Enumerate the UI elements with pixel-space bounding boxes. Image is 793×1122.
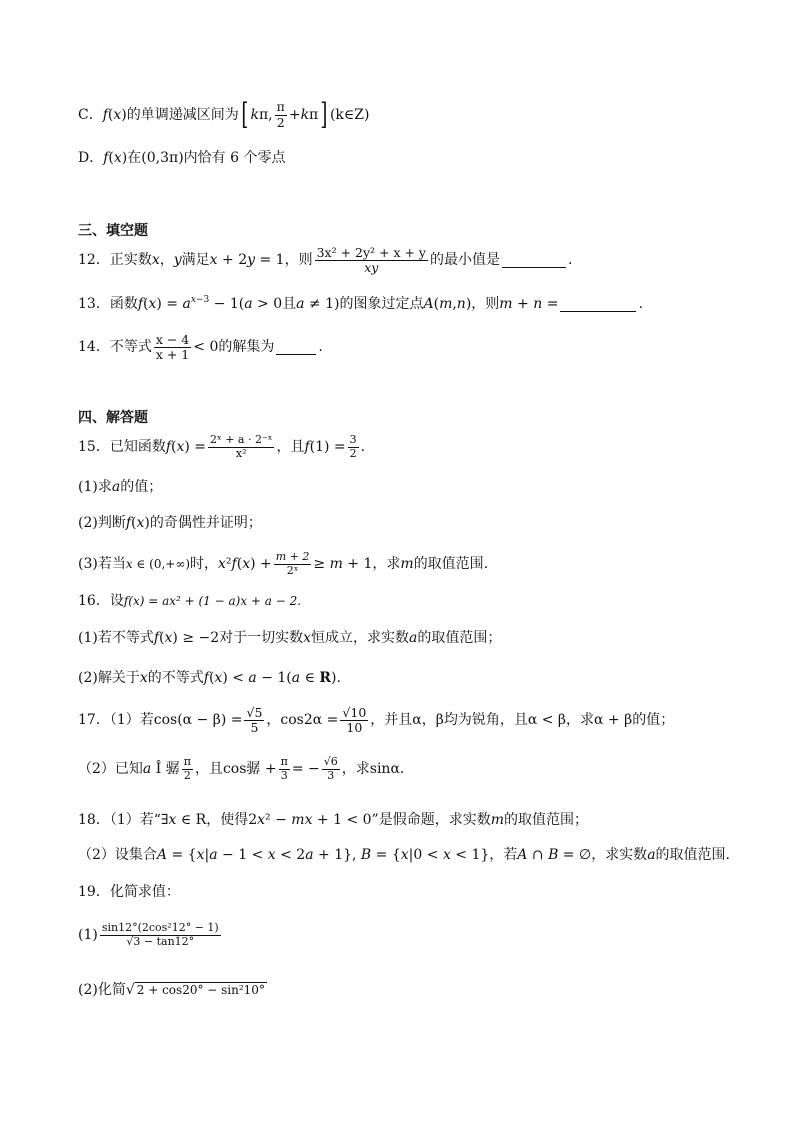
fraction: $\frac{3}{2}$ — [349, 433, 357, 460]
fraction: $\frac{\pi}{2}$ — [276, 99, 285, 130]
fraction: $\frac{\text{sin12°(2cos²12° − 1)}}{√3 - \tan 12^\circ}$ — [101, 921, 219, 948]
question-15: 15．已知函数 f(x) = $\frac{\text{2ˣ + a · 2⁻ˣ}}{\text{x²}}$ ，且 f(1) = $\frac{3}{2}$ . — [78, 433, 366, 460]
option-d: D． f ( x ) 在 (0,3π) 内恰有 6 个零点 — [78, 150, 286, 166]
question-16-part-2: (2)解关于 x 的不等式 f(x) < a − 1(a ∈ R). — [78, 670, 341, 686]
question-18-part-2: （2）设集合 A = {x|a − 1 < x < 2a + 1}, B = {x|0 < x < 1} ，若 A ∩ B = ∅ ，求实数 a 的取值范围. — [78, 847, 730, 863]
answer-blank[interactable] — [560, 297, 636, 312]
question-16-part-1: (1)若不等式 f(x) ≥ −2 对于一切实数 x 恒成立，求实数 a 的取值范围； — [78, 630, 502, 646]
fraction: $\frac{m + 2}{\text{2ˣ}}$ — [275, 550, 310, 577]
answer-blank[interactable] — [276, 340, 316, 355]
fraction: $\frac{√10}{10}$ — [342, 705, 367, 736]
question-18: 18．（1）若“ ∃x ∈ R ，使得 2x² − mx + 1 < 0 ”是假命题，求实数 m 的取值范围； — [78, 812, 588, 828]
question-15-part-1: (1)求 a 的值； — [78, 479, 163, 495]
fraction: $\frac{\text{2ˣ + a · 2⁻ˣ}}{\text{x²}}$ — [210, 433, 273, 460]
fraction: $\frac{\pi}{3}$ — [280, 755, 288, 782]
question-15-part-2: (2)判断 f(x) 的奇偶性并证明； — [78, 515, 262, 531]
question-15-part-3: (3)若当 x ∈ (0,+∞) 时， x²f(x) + $\frac{m + 2}{\text{2ˣ}}$ ≥ m + 1 ，求 m 的取值范围. — [78, 550, 489, 577]
question-19: 19．化简求值： — [78, 884, 180, 900]
fraction: $\frac{√5}{5}$ — [246, 705, 263, 736]
question-14: 14．不等式 $\frac{x - 4}{x + 1}$ < 0 的解集为 . — [78, 332, 323, 363]
fraction: $\frac{\pi}{2}$ — [183, 755, 191, 782]
question-19-part-2: (2)化简 √ 2 + cos20° − sin²10° — [78, 982, 265, 998]
fraction: $\frac{\text{3x² + 2y² + x + y}}{xy}$ — [316, 245, 426, 276]
square-root: √ 2 + cos20° − sin²10° — [125, 982, 265, 998]
answer-blank[interactable] — [502, 253, 566, 268]
option-c: C． f ( x ) 的单调递减区间为 [ k π, $\frac{\pi}{2}$ + k π ] (k∈Z) — [78, 97, 370, 132]
question-19-part-1: (1) $\frac{\text{sin12°(2cos²12° − 1)}}{√3 - \tan 12^\circ}$ — [78, 921, 219, 948]
fraction: $\frac{√6}{3}$ — [323, 755, 338, 782]
question-13: 13．函数 $f(x) = a^{x-3} - 1(a > 0$ 且 a ≠ 1) 的图象过定点 A(m,n) ，则 m + n = . — [78, 295, 643, 312]
question-17: 17．（1）若 cos(α − β) = $\frac{√5}{5}$ ， cos2α = $\frac{√10}{10}$ ，并且 α，β 均为锐角，且 α < β ，求 α + β 的值； — [78, 705, 675, 736]
question-12: 12．正实数 x ， y 满足 x + 2y = 1 ，则 $\frac{\text{3x² + 2y² + x + y}}{xy}$ 的最小值是 . — [78, 245, 573, 276]
question-16: 16．设 f(x) = ax² + (1 − a)x + a − 2. — [78, 593, 302, 609]
question-17-part-2: （2）已知 a Î 骣 $\frac{\pi}{2}$ ，且 cos骣 + $\frac{\pi}{3}$ = − $\frac{√6}{3}$ ，求 sinα. — [78, 755, 405, 782]
fraction: $\frac{x - 4}{x + 1}$ — [155, 332, 190, 363]
section-heading-fill: 三、填空题 — [78, 223, 148, 239]
section-heading-solve: 四、解答题 — [78, 410, 148, 426]
